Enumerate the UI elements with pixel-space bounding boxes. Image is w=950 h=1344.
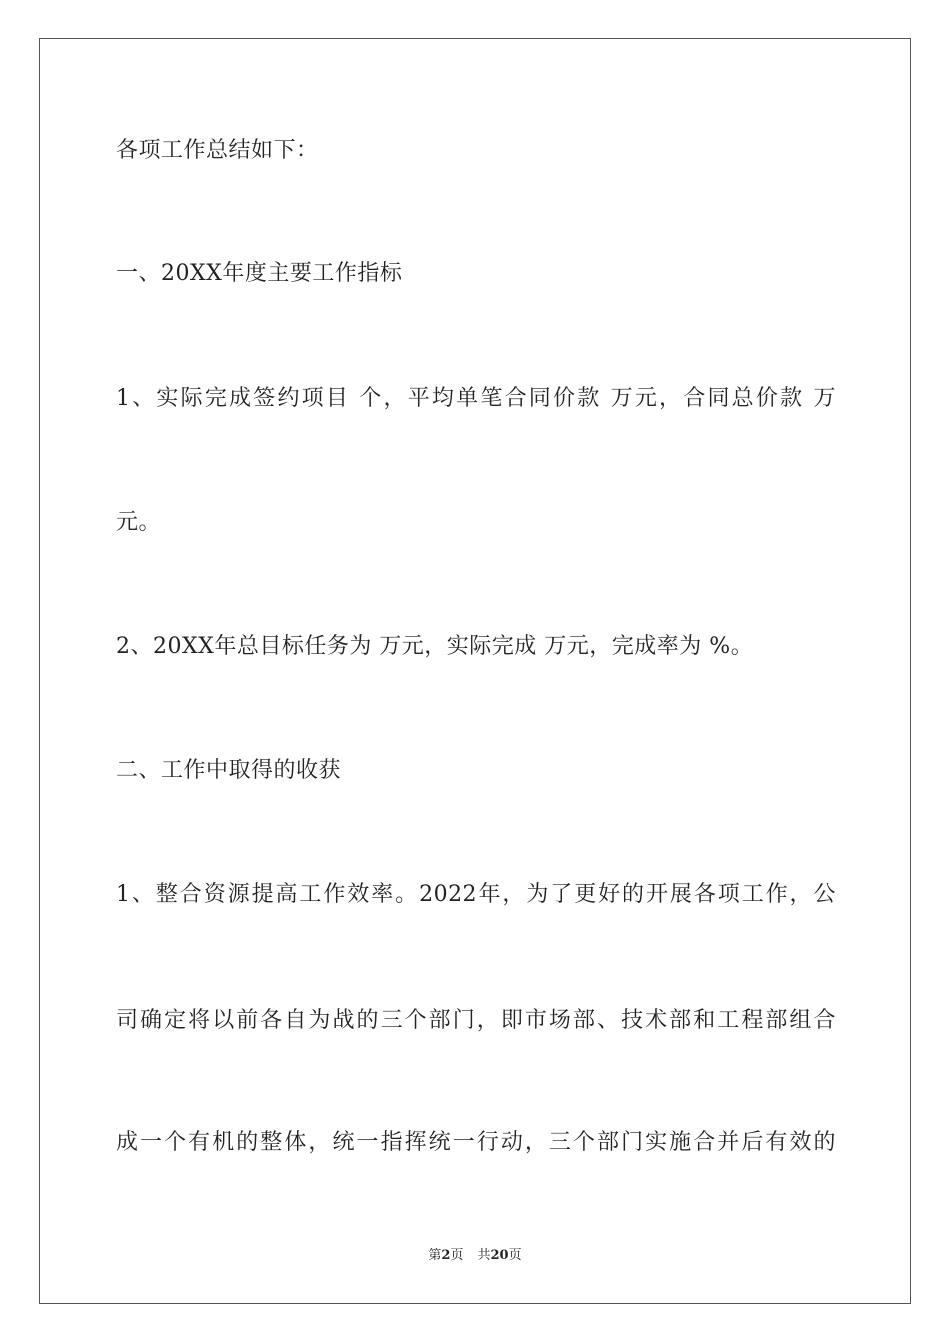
- page-footer: [0, 1247, 950, 1265]
- body-line-3: 1、实际完成签约项目 个，平均单笔合同价款 万元，合同总价款 万: [116, 386, 836, 411]
- body-line-8: 司确定将以前各自为战的三个部门，即市场部、技术部和工程部组合: [116, 1008, 836, 1033]
- body-line-1: 各项工作总结如下：: [116, 138, 319, 163]
- footer-page-suffix: 页: [450, 1248, 464, 1263]
- footer-total-prefix: 共: [477, 1248, 491, 1263]
- footer-total-pages: 20: [490, 1248, 509, 1263]
- body-line-9: 成一个有机的整体，统一指挥统一行动，三个部门实施合并后有效的: [116, 1130, 836, 1155]
- footer-total-suffix: 页: [508, 1248, 522, 1263]
- footer-page-number: 2: [441, 1248, 451, 1263]
- page-border: [39, 38, 911, 1304]
- body-line-7: 1、整合资源提高工作效率。2022年，为了更好的开展各项工作，公: [116, 882, 836, 907]
- footer-page-prefix: 第: [428, 1248, 442, 1263]
- section-heading-2: 二、工作中取得的收获: [116, 758, 342, 783]
- section-heading-1: 一、20XX年度主要工作指标: [116, 261, 403, 286]
- body-line-4: 元。: [116, 510, 162, 535]
- body-line-5: 2、20XX年总目标任务为 万元，实际完成 万元，完成率为 %。: [116, 634, 754, 659]
